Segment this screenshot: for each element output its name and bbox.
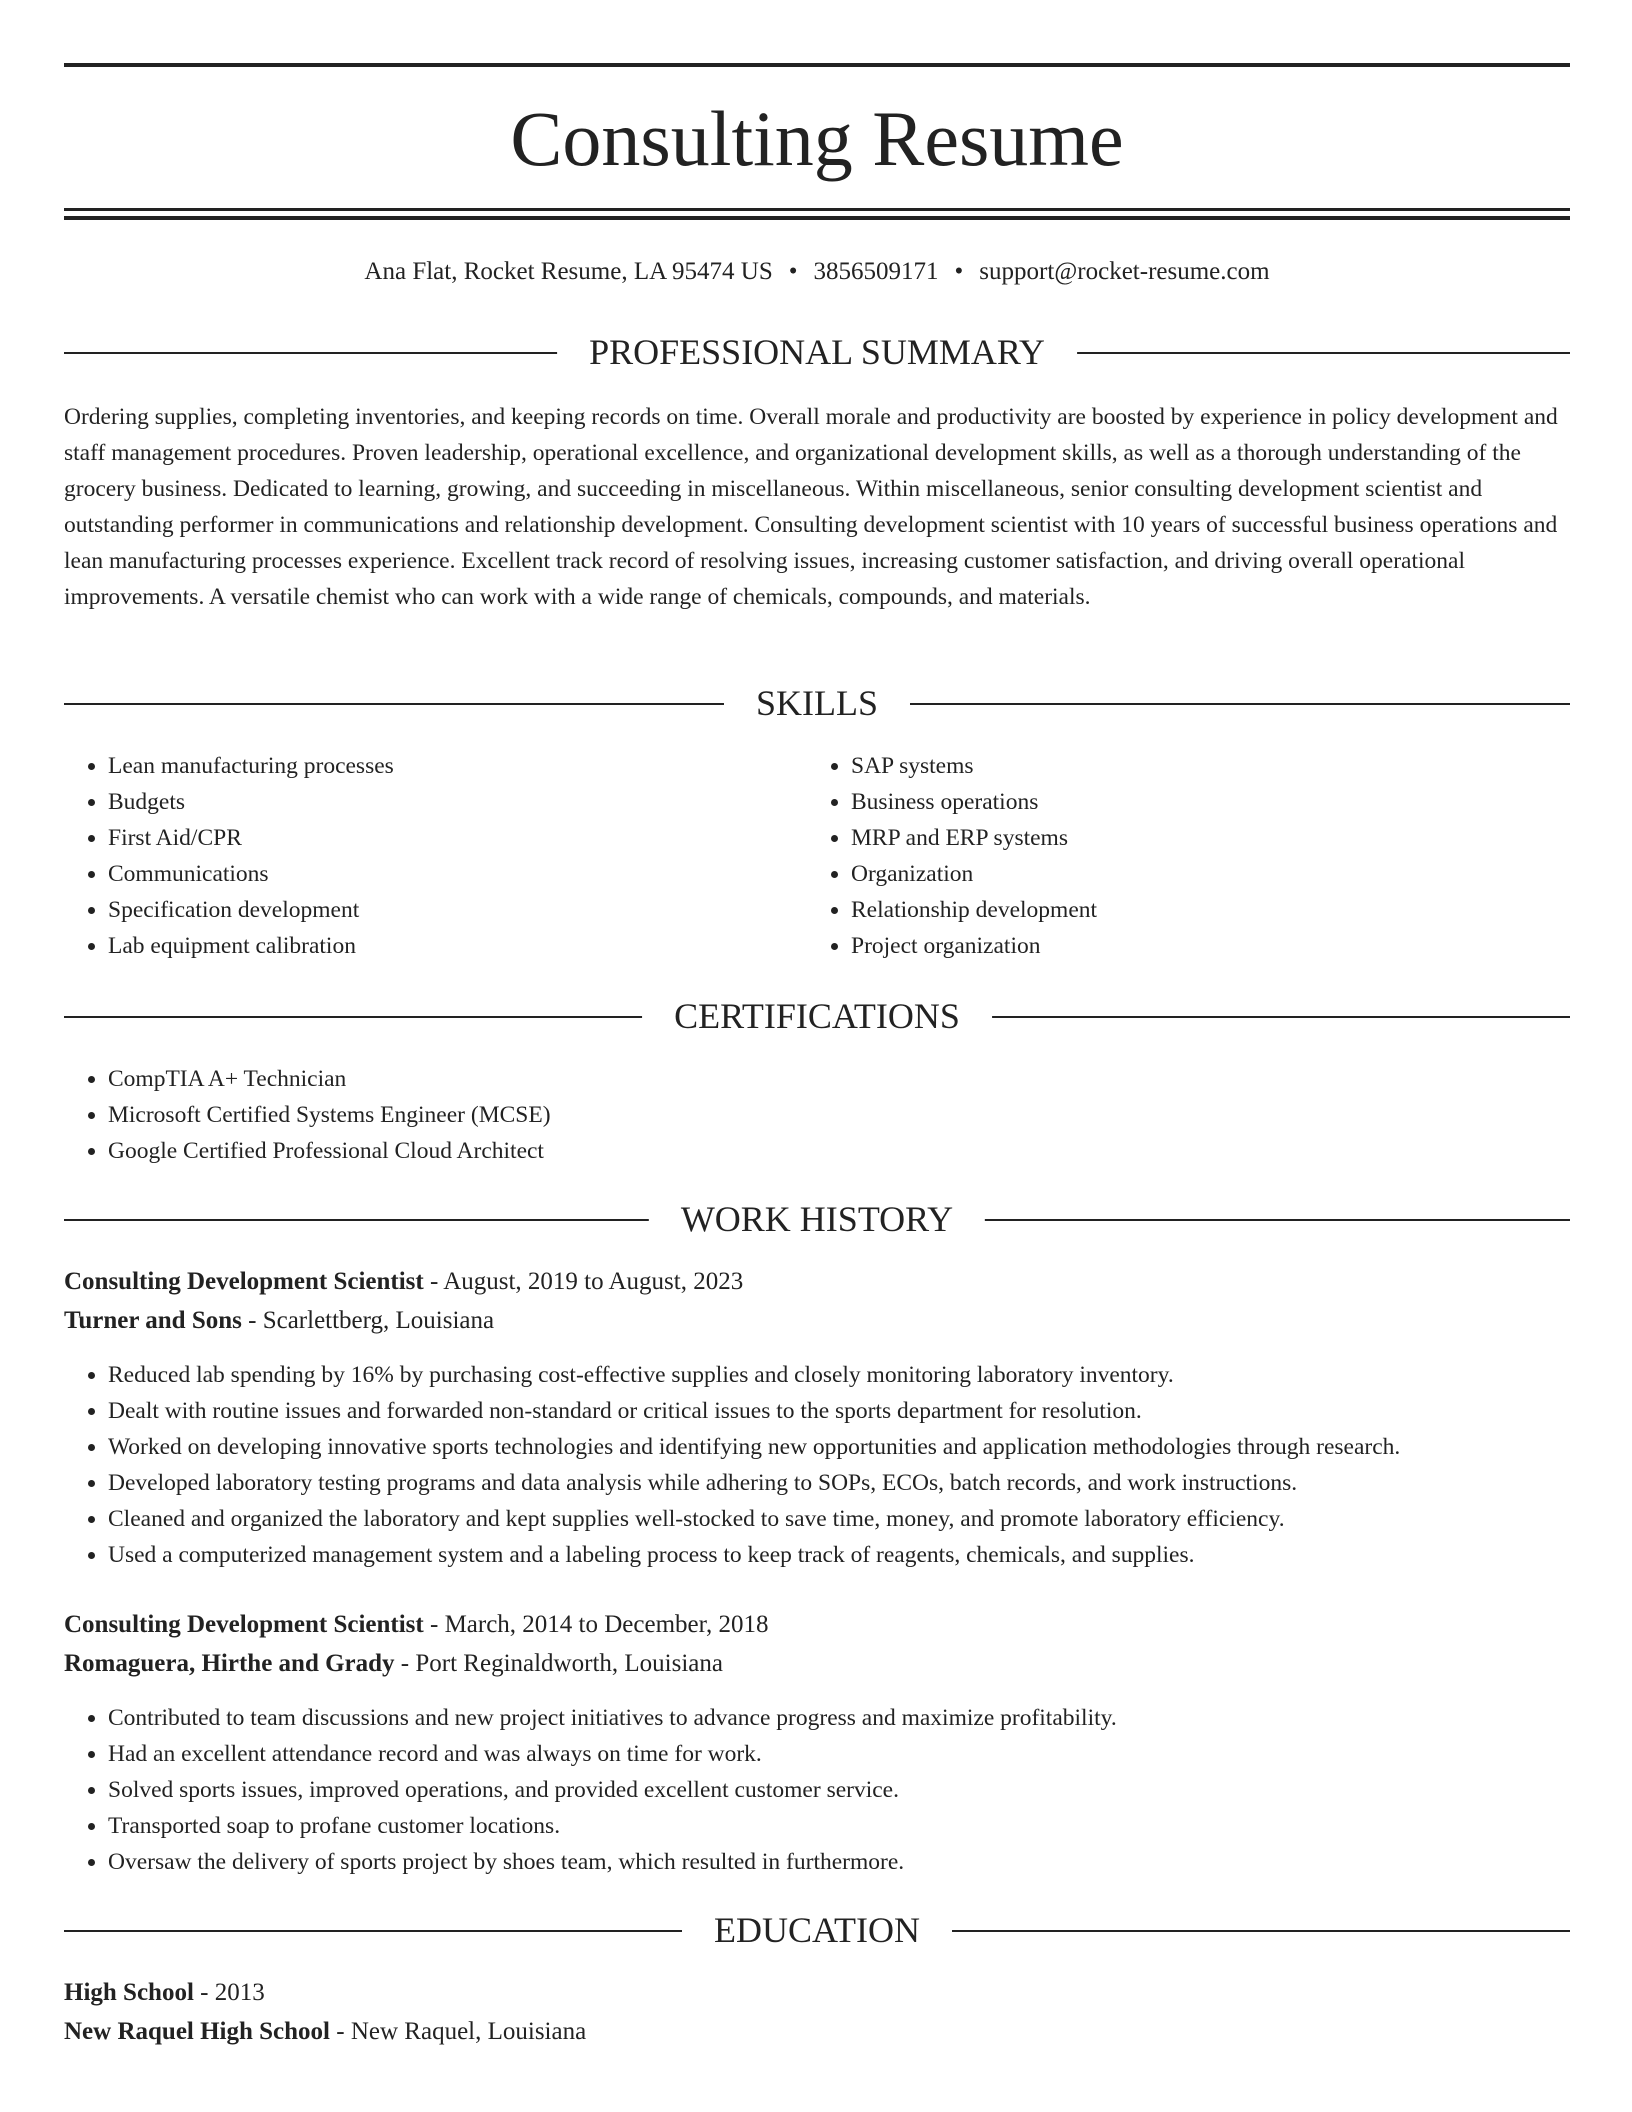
job-dates: March, 2014 to December, 2018 xyxy=(444,1611,769,1638)
skills-list-left xyxy=(64,748,808,964)
resume-title: Consulting Resume xyxy=(510,95,1124,182)
section-header-summary xyxy=(64,332,1570,372)
job-bullet: • Dealt with routine issues and forwarded non-standard or critical issues to the sports department for resolution. xyxy=(108,1393,1614,1429)
skill-item: • Lab equipment calibration xyxy=(108,928,808,964)
skill-item: • Budgets xyxy=(108,784,808,820)
education-degree: High School xyxy=(64,1979,194,2006)
contact-address: Ana Flat, Rocket Resume, LA 95474 US xyxy=(364,258,773,285)
job-company-line: Turner and Sons - Scarlettberg, Louisiana xyxy=(64,1307,495,1334)
education-location: New Raquel, Louisiana xyxy=(350,2018,587,2045)
section-title-education: EDUCATION xyxy=(682,1910,952,1950)
education-school-line: New Raquel High School - New Raquel, Louisiana xyxy=(64,2018,587,2045)
education-school: New Raquel High School xyxy=(64,2018,331,2045)
contact-email: support@rocket-resume.com xyxy=(979,258,1270,285)
job-location: Port Reginaldworth, Louisiana xyxy=(415,1650,723,1677)
skill-item: • Relationship development xyxy=(851,892,1551,928)
job-bullet: • Transported soap to profane customer locations. xyxy=(108,1808,1614,1844)
contact-line xyxy=(64,256,1570,288)
header-double-rule-upper xyxy=(64,208,1570,211)
job-bullet: • Reduced lab spending by 16% by purchasing cost-effective supplies and closely monitoring laboratory inventory. xyxy=(108,1357,1614,1393)
job-bullet: • Solved sports issues, improved operations, and provided excellent customer service. xyxy=(108,1772,1614,1808)
certification-item: • CompTIA A+ Technician xyxy=(108,1061,1508,1097)
job-company: Romaguera, Hirthe and Grady xyxy=(64,1650,395,1677)
education-year: 2013 xyxy=(214,1979,265,2006)
certification-item: • Microsoft Certified Systems Engineer (MCSE) xyxy=(108,1097,1508,1133)
summary-paragraph: Ordering supplies, completing inventories, and keeping records on time. Overall morale and productivity are boosted by experience in policy development and staff management procedures. Proven leadership, operational excellence, and organizational development skills, as well as a thorough understanding of the grocery business. Dedicated to learning, growing, and succeeding in miscellaneous. Within miscellaneous, senior consulting development scientist and outstanding performer in communications and relationship development. Consulting development scientist with 10 years of successful business operations and lean manufacturing processes experience. Excellent track record of resolving issues, increasing customer satisfaction, and driving overall operational improvements. A versatile chemist who can work with a wide range of chemicals, compounds, and materials. xyxy=(64,404,1558,610)
job-title: Consulting Development Scientist xyxy=(64,1611,424,1638)
job-bullet: • Contributed to team discussions and new project initiatives to advance progress and maximize profitability. xyxy=(108,1700,1614,1736)
section-title-skills: SKILLS xyxy=(724,683,910,723)
contact-separator: • xyxy=(954,258,964,285)
job-title: Consulting Development Scientist xyxy=(64,1268,424,1295)
job-bullet: • Worked on developing innovative sports technologies and identifying new opportunities and application methodologies through research. xyxy=(108,1429,1614,1465)
skill-item: • First Aid/CPR xyxy=(108,820,808,856)
skills-list-right xyxy=(807,748,1551,964)
job-bullets xyxy=(64,1357,1614,1573)
skill-item: • Project organization xyxy=(851,928,1551,964)
header-top-rule xyxy=(64,63,1570,67)
section-title-certifications: CERTIFICATIONS xyxy=(642,996,992,1036)
section-header-education xyxy=(64,1910,1570,1950)
job-company: Turner and Sons xyxy=(64,1307,242,1334)
contact-phone: 3856509171 xyxy=(813,258,939,285)
skill-item: • Lean manufacturing processes xyxy=(108,748,808,784)
skill-item: • SAP systems xyxy=(851,748,1551,784)
skill-item: • MRP and ERP systems xyxy=(851,820,1551,856)
skill-item: • Business operations xyxy=(851,784,1551,820)
job-bullets xyxy=(64,1700,1614,1880)
contact-separator: • xyxy=(788,258,798,285)
section-header-work-history xyxy=(64,1199,1570,1239)
job-bullet: • Oversaw the delivery of sports project by shoes team, which resulted in furthermore. xyxy=(108,1844,1614,1880)
job-bullet: • Used a computerized management system and a labeling process to keep track of reagents, chemicals, and supplies. xyxy=(108,1537,1614,1573)
section-header-skills xyxy=(64,683,1570,723)
section-title-work-history: WORK HISTORY xyxy=(649,1199,985,1239)
skill-item: • Specification development xyxy=(108,892,808,928)
skill-item: • Communications xyxy=(108,856,808,892)
job-location: Scarlettberg, Louisiana xyxy=(262,1307,495,1334)
section-header-certifications xyxy=(64,996,1570,1036)
certification-item: • Google Certified Professional Cloud Architect xyxy=(108,1133,1508,1169)
header-double-rule-lower xyxy=(64,216,1570,220)
job-title-line: Consulting Development Scientist - August, 2019 to August, 2023 xyxy=(64,1268,744,1295)
skill-item: • Organization xyxy=(851,856,1551,892)
job-bullet: • Cleaned and organized the laboratory and kept supplies well-stocked to save time, money, and promote laboratory efficiency. xyxy=(108,1501,1614,1537)
job-bullet: • Developed laboratory testing programs and data analysis while adhering to SOPs, ECOs, batch records, and work instructions. xyxy=(108,1465,1614,1501)
section-title-summary: PROFESSIONAL SUMMARY xyxy=(557,332,1077,372)
education-degree-line: High School - 2013 xyxy=(64,1979,265,2006)
job-bullet: • Had an excellent attendance record and was always on time for work. xyxy=(108,1736,1614,1772)
job-title-line: Consulting Development Scientist - March, 2014 to December, 2018 xyxy=(64,1611,769,1638)
job-company-line: Romaguera, Hirthe and Grady - Port Reginaldworth, Louisiana xyxy=(64,1650,723,1677)
certifications-list xyxy=(64,1061,1508,1169)
job-dates: August, 2019 to August, 2023 xyxy=(443,1268,744,1295)
